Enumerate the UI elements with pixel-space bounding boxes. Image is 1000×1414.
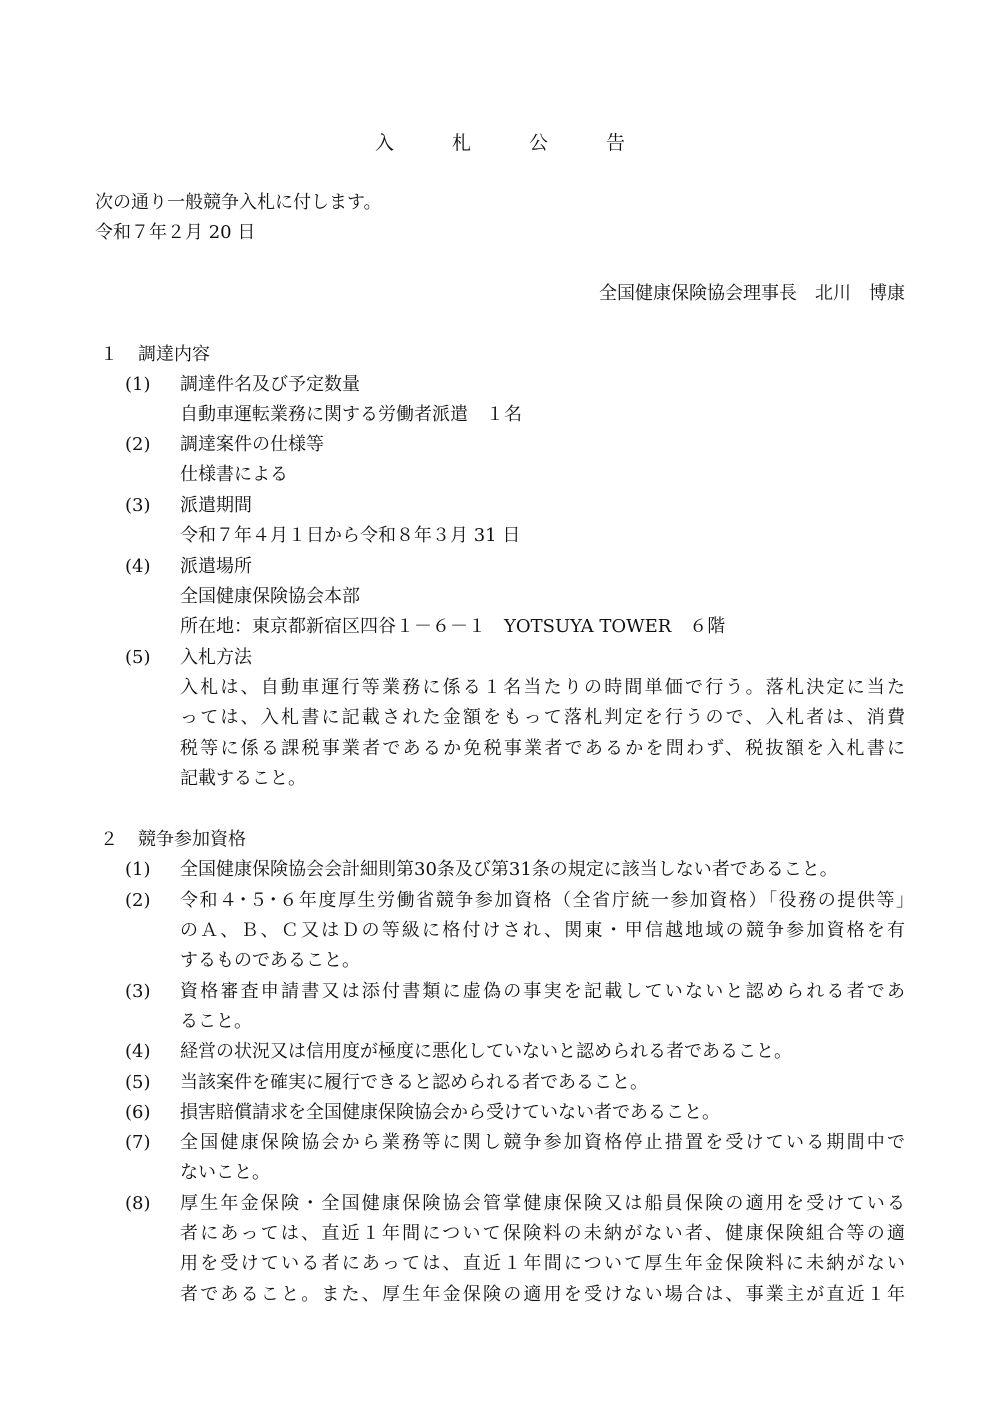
section-2-title: 競争参加資格 bbox=[138, 829, 246, 850]
s2-item-1-number: (1) bbox=[125, 859, 151, 880]
s1-item-5-text-2: っては、入札書に記載された金額をもって落札判定を行うので、入札者は、消費 bbox=[180, 707, 905, 728]
s2-item-3-text-1: 資格審査申請書又は添付書類に虚偽の事実を記載していないと認められる者であ bbox=[180, 981, 905, 1002]
s2-item-7-number: (7) bbox=[125, 1132, 151, 1153]
s1-item-4-label: 派遣場所 bbox=[180, 556, 252, 577]
s1-item-5-text-4: 記載すること。 bbox=[180, 768, 306, 789]
s2-item-6-text: 損害賠償請求を全国健康保険協会から受けていない者であること。 bbox=[180, 1102, 720, 1123]
page-title: 入 札 公 告 bbox=[374, 132, 652, 154]
s1-item-2-label: 調達案件の仕様等 bbox=[180, 434, 324, 455]
s2-item-7-text-2: ないこと。 bbox=[180, 1162, 270, 1183]
issuer-name: 全国健康保険協会理事長 北川 博康 bbox=[599, 283, 905, 304]
s2-item-4-number: (4) bbox=[125, 1041, 151, 1062]
s2-item-2-number: (2) bbox=[125, 890, 151, 911]
s2-item-8-text-2: 者にあっては、直近１年間について保険料の未納がない者、健康保険組合等の適 bbox=[180, 1223, 905, 1244]
notice-date: 令和７年２月 20 日 bbox=[95, 222, 256, 243]
s2-item-8-text-1: 厚生年金保険・全国健康保険協会管掌健康保険又は船員保険の適用を受けている bbox=[180, 1193, 905, 1214]
s1-item-2-text: 仕様書による bbox=[180, 464, 288, 485]
s1-item-4-text-2: 所在地：東京都新宿区四谷１－６－１ YOTSUYA TOWER ６階 bbox=[180, 616, 726, 637]
s2-item-8-text-3: 用を受けている者にあっては、直近１年間について厚生年金保険料に未納がない bbox=[180, 1253, 905, 1274]
s2-item-2-text-2: のＡ、Ｂ、Ｃ又はＤの等級に格付けされ、関東・甲信越地域の競争参加資格を有 bbox=[180, 920, 905, 941]
section-2-number: ２ bbox=[100, 829, 118, 850]
s2-item-6-number: (6) bbox=[125, 1102, 151, 1123]
s1-item-5-text-3: 税等に係る課税事業者であるか免税事業者であるかを問わず、税抜額を入札書に bbox=[180, 738, 905, 759]
section-1-title: 調達内容 bbox=[138, 344, 210, 365]
section-1-number: １ bbox=[100, 344, 118, 365]
s1-item-5-number: (5) bbox=[125, 647, 151, 668]
s1-item-4-number: (4) bbox=[125, 556, 151, 577]
s1-item-3-text: 令和７年４月１日から令和８年３月 31 日 bbox=[180, 525, 521, 546]
s2-item-4-text: 経営の状況又は信用度が極度に悪化していないと認められる者であること。 bbox=[180, 1041, 792, 1062]
s1-item-3-number: (3) bbox=[125, 495, 151, 516]
s1-item-5-text-1: 入札は、自動車運行等業務に係る１名当たりの時間単価で行う。落札決定に当た bbox=[180, 677, 905, 698]
s2-item-2-text-1: 令和４･５･６年度厚生労働省競争参加資格（全省庁統一参加資格）｢役務の提供等｣ bbox=[180, 890, 905, 911]
s2-item-3-number: (3) bbox=[125, 981, 151, 1002]
s1-item-1-label: 調達件名及び予定数量 bbox=[180, 374, 360, 395]
s2-item-3-text-2: ること。 bbox=[180, 1011, 252, 1032]
s1-item-1-text: 自動車運転業務に関する労働者派遣 １名 bbox=[180, 404, 522, 425]
s2-item-5-text: 当該案件を確実に履行できると認められる者であること。 bbox=[180, 1072, 648, 1093]
s2-item-1-text: 全国健康保険協会会計細則第30条及び第31条の規定に該当しない者であること。 bbox=[180, 859, 838, 880]
intro-text: 次の通り一般競争入札に付します。 bbox=[95, 192, 382, 213]
s1-item-1-number: (1) bbox=[125, 374, 151, 395]
s2-item-2-text-3: するものであること。 bbox=[180, 950, 360, 971]
s1-item-2-number: (2) bbox=[125, 434, 151, 455]
s2-item-8-text-4: 者であること。また、厚生年金保険の適用を受けない場合は、事業主が直近１年 bbox=[180, 1284, 905, 1305]
s2-item-5-number: (5) bbox=[125, 1072, 151, 1093]
s1-item-5-label: 入札方法 bbox=[180, 647, 252, 668]
s1-item-3-label: 派遣期間 bbox=[180, 495, 252, 516]
s2-item-8-number: (8) bbox=[125, 1193, 151, 1214]
s2-item-7-text-1: 全国健康保険協会から業務等に関し競争参加資格停止措置を受けている期間中で bbox=[180, 1132, 905, 1153]
s1-item-4-text-1: 全国健康保険協会本部 bbox=[180, 586, 360, 607]
